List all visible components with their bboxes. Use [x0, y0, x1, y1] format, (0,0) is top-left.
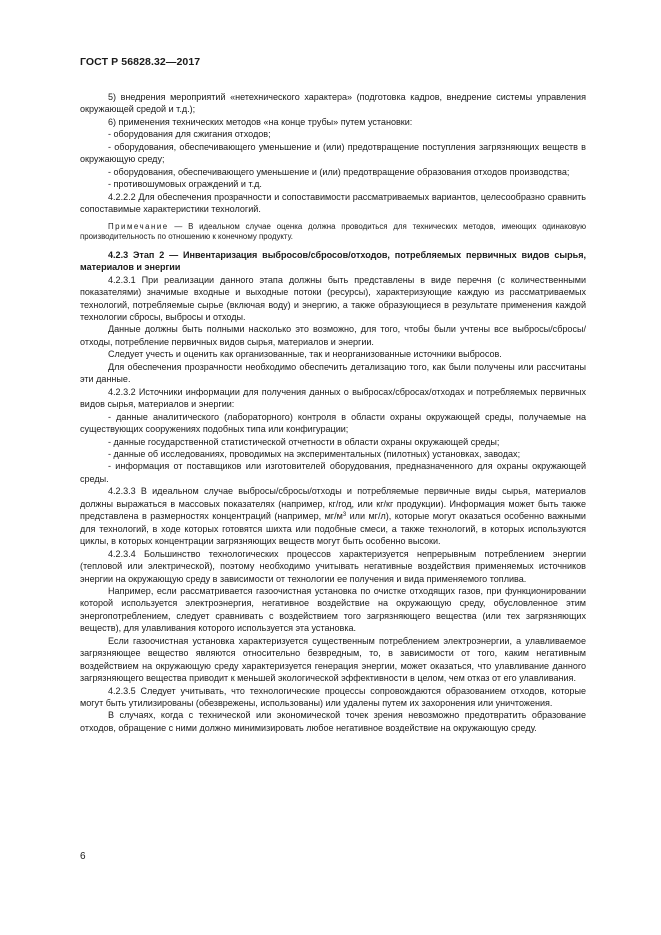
paragraph: Для обеспечения прозрачности необходимо обеспечить детализацию того, как были получены или рассчитаны эти данные. — [80, 361, 586, 385]
list-item: - данные государственной статистической отчетности в области охраны окружающей среды; — [108, 436, 500, 447]
superscript: 3 — [342, 512, 347, 519]
text-run: или мг/л), которые могут оказаться особенно важными для технологий, в ходе которых готовятся шихта или подобные смеси, а также технологий, в которых используются циклы, в которых концентрации загрязняющих веществ могут быть особенно высоки. — [80, 511, 586, 547]
paragraph: 4.2.3.4 Большинство технологических процессов характеризуется непрерывным потреблением энергии (тепловой или электрической), поэтому необходимо учитывать негативные воздействия применяемых источников энергии на окружающую среду в зависимости от технологии ее получения и вида применяемого топлива. — [80, 548, 586, 584]
paragraph: 6) применения технических методов «на конце трубы» путем установки: — [108, 116, 413, 127]
paragraph: 4.2.3.5 Следует учитывать, что технологические процессы сопровождаются образованием отходов, которые могут быть утилизированы (обезврежены, использованы) или удалены путем их захоронения или уничтожения. — [80, 685, 586, 709]
paragraph: Данные должны быть полными насколько это возможно, для того, чтобы были учтены все выбросы/сбросы/отходы, потребление первичных видов сырья, материалов и энергии. — [80, 324, 586, 347]
note-text: — В идеальном случае оценка должна проводиться для технических методов, имеющих одинаковую производительность по отношению к конечному продукту. — [80, 221, 586, 242]
document-code-header: ГОСТ Р 56828.32—2017 — [80, 56, 201, 68]
note — [80, 222, 586, 243]
paragraph: Следует учесть и оценить как организованные, так и неорганизованные источники выбросов. — [108, 349, 502, 360]
text-run: 4.2.3.3 В идеальном случае выбросы/сбросы/отходы и потребляемые первичные виды сырья, материалов должны выражаться в массовых показателях (например, кг/год, или кг/кг продукции). Информация может быть также представлена в размерностях концентраций (например, мг/м — [80, 486, 586, 522]
document-body — [80, 91, 586, 734]
paragraph: Например, если рассматривается газоочистная установка по очистке отходящих газов, при функционировании которой используется электроэнергия, негативное воздействие на окружающую среду, обусловленное этим энергопотреблением, следует сравнивать с воздействием того загрязняющего вещества (или тех загрязняющих веществ), для улавливания которого используется эта установка. — [80, 585, 586, 634]
paragraph: В случаях, когда с технической или экономической точек зрения невозможно предотвратить образование отходов, обращение с ними должно минимизировать любое негативное воздействие на окружающую среду. — [80, 710, 586, 733]
list-item: - оборудования для сжигания отходов; — [108, 129, 271, 140]
paragraph: 4.2.3.2 Источники информации для получения данных о выбросах/сбросах/отходах и потребляемых первичных видов сырья, материалов и энергии: — [80, 386, 586, 410]
paragraph: Если газоочистная установка характеризуется существенным потреблением электроэнергии, а улавливаемое загрязняющее вещество являются относительно безвредным, то, в зависимости от того, каким негативным воздействием на окружающую среду характеризуется генерация энергии, может оказаться, что улавливание данного загрязняющего вещества приводит к меньшей экологической эффективности в целом, чем отказ от его улавливания. — [80, 635, 586, 684]
list-item: - оборудования, обеспечивающего уменьшение и (или) предотвращение образования отходов производства; — [108, 166, 570, 177]
list-item: - противошумовых ограждений и т.д. — [108, 179, 262, 190]
list-item: - данные аналитического (лабораторного) контроля в области охраны окружающей среды, получаемые на существующих сооружениях подобных типа или конфигурации; — [80, 411, 586, 435]
page-number: 6 — [80, 851, 86, 862]
paragraph — [80, 485, 586, 547]
note-label: Примечание — [108, 221, 169, 231]
section-heading: 4.2.3 Этап 2 — Инвентаризация выбросов/сбросов/отходов, потребляемых первичных видов сырья, материалов и энергии — [80, 249, 586, 273]
list-item: - оборудования, обеспечивающего уменьшение и (или) предотвращение поступления загрязняющих веществ в окружающую среду; — [80, 141, 586, 165]
paragraph: 4.2.2.2 Для обеспечения прозрачности и сопоставимости рассматриваемых вариантов, целесообразно сравнить сопоставимые характеристики технологий. — [80, 191, 586, 215]
paragraph: 4.2.3.1 При реализации данного этапа должны быть представлены в виде перечня (с количественными показателями) значимые входные и выходные потоки (ресурсы), характеризующие каждую из рассматриваемых технологий, потребляемые сырье (включая воду) и энергию, а также образующиеся в результате применения каждой технологии сбросы, выбросы и отходы. — [80, 274, 586, 322]
list-item: - информация от поставщиков или изготовителей оборудования, предназначенного для охраны окружающей среды. — [80, 461, 586, 484]
paragraph: 5) внедрения мероприятий «нетехнического характера» (подготовка кадров, внедрение системы управления окружающей средой и т.д.); — [80, 92, 586, 115]
list-item: - данные об исследованиях, проводимых на экспериментальных (пилотных) установках, заводах; — [108, 448, 521, 459]
